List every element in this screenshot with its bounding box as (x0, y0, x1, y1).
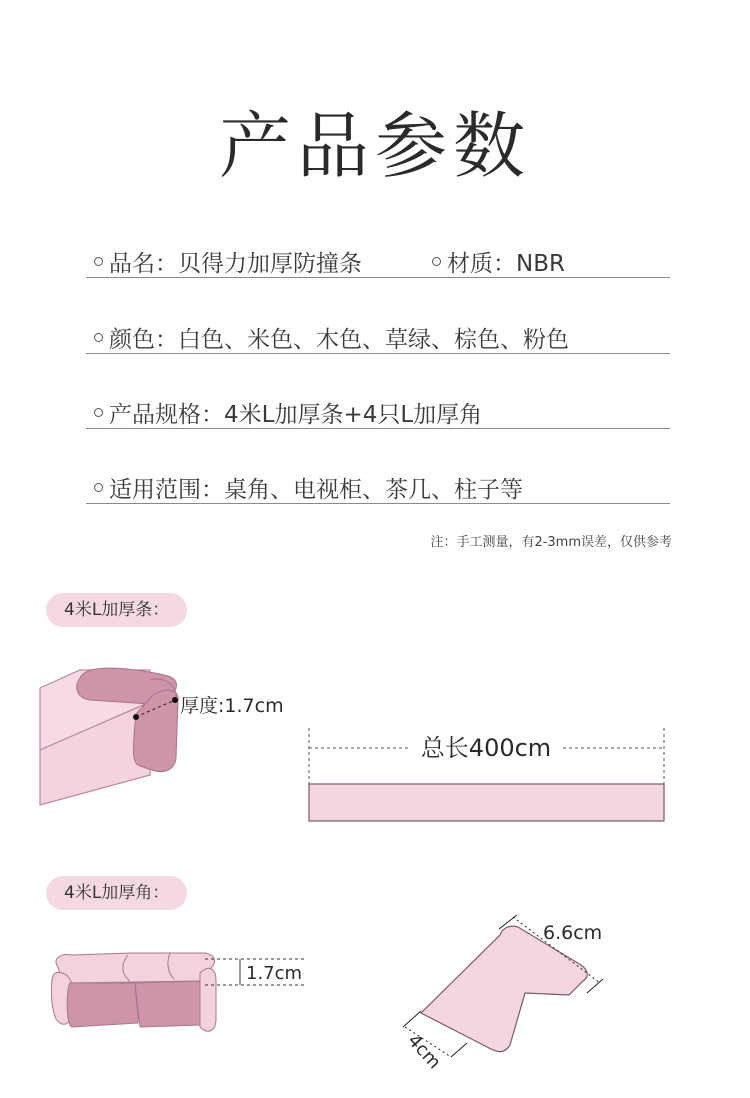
spec-row-usage (86, 459, 670, 504)
spec-material (432, 245, 565, 278)
spec-name (94, 245, 362, 278)
measurement-note: 注：手工测量，有2-3mm误差，仅供参考 (430, 535, 672, 550)
bullet-icon (94, 408, 103, 417)
spec-material-text: 材质：NBR (447, 251, 565, 277)
corner-side-illustration (50, 945, 320, 1055)
corner-section-pill: 4米L加厚角： (46, 876, 187, 910)
spec-row-name-material (86, 233, 670, 278)
spec-name-text: 品名：贝得力加厚防撞条 (109, 251, 362, 277)
spec-usage-text: 适用范围：桌角、电视柜、茶几、柱子等 (109, 477, 523, 503)
bullet-icon (94, 483, 103, 492)
strip-thickness-label: 厚度:1.7cm (180, 695, 284, 717)
spec-row-color (86, 309, 670, 354)
strip-length-diagram (305, 720, 675, 830)
spec-color (94, 321, 569, 354)
corner-depth-label: 4cm (403, 1030, 445, 1074)
corner-thickness-label: 1.7cm (246, 963, 303, 984)
spec-size-text: 产品规格：4米L加厚条+4只L加厚角 (109, 402, 483, 428)
strip-length-label: 总长400cm (420, 734, 552, 762)
bullet-icon (432, 257, 441, 266)
spec-row-size (86, 384, 670, 429)
strip-bar (309, 784, 664, 821)
bullet-icon (94, 333, 103, 342)
spec-usage (94, 471, 523, 504)
bullet-icon (94, 257, 103, 266)
corner-width-label: 6.6cm (543, 922, 603, 944)
spec-size (94, 396, 482, 429)
strip-illustration (40, 660, 340, 820)
spec-color-text: 颜色：白色、米色、木色、草绿、棕色、粉色 (109, 327, 569, 353)
corner-top-illustration (395, 905, 615, 1080)
strip-section-pill: 4米L加厚条： (46, 593, 187, 627)
page-title: 产品参数 (218, 104, 531, 188)
